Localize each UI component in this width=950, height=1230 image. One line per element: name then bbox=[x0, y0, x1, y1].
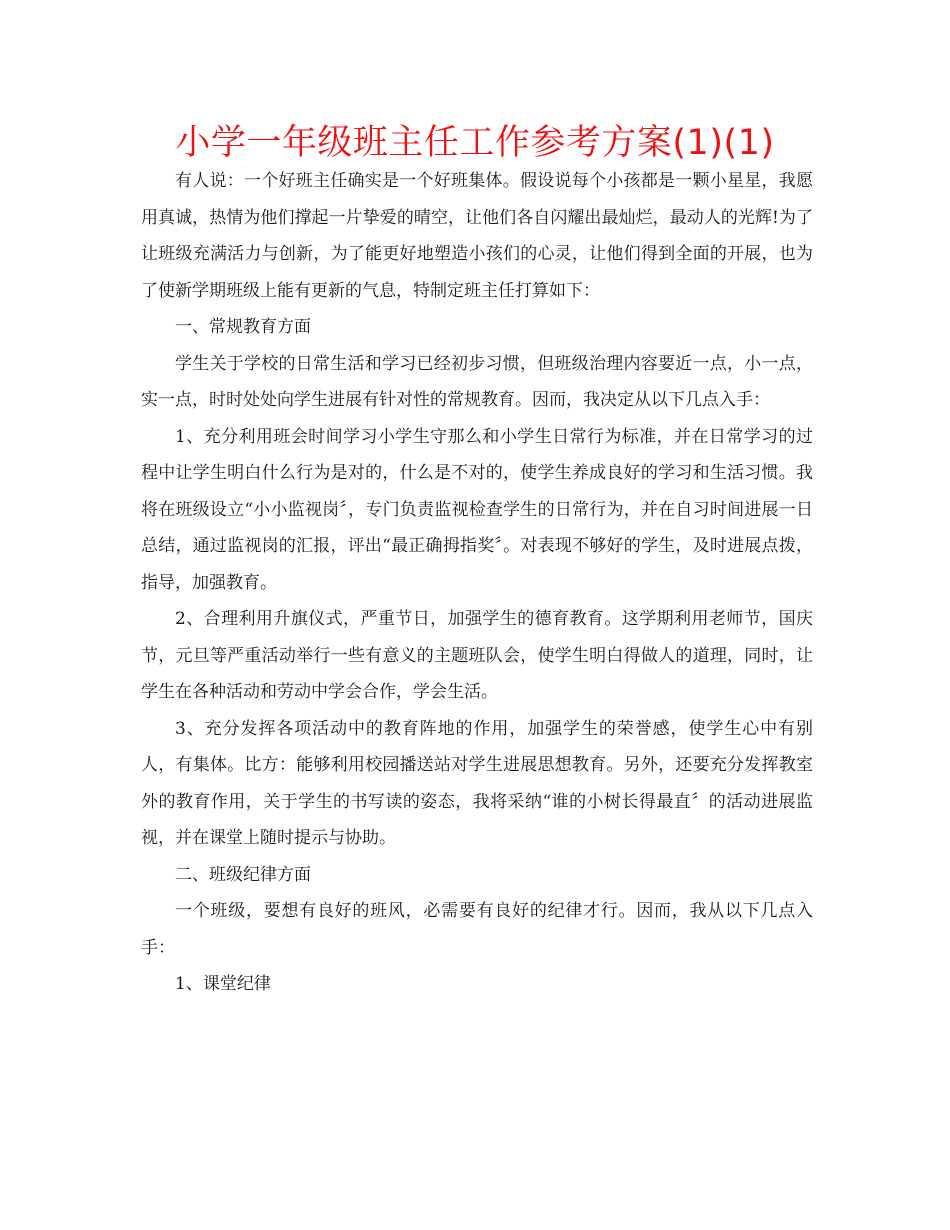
paragraph-routine-item-2: 2、合理利用升旗仪式，严重节日，加强学生的德育教育。这学期利用老师节，国庆节，元旦等严重活动举行一些有意义的主题班队会，使学生明白得做人的道理，同时，让学生在各种活动和劳动中学会合作，学会生活。 bbox=[141, 609, 813, 702]
paragraph-routine-item-3: 3、充分发挥各项活动中的教育阵地的作用，加强学生的荣誉感，使学生心中有别人，有集体。比方：能够利用校园播送站对学生进展思想教育。另外，还要充分发挥教室外的教育作用，关于学生的书写读的姿态，我将采纳“谁的小树长得最直〞的活动进展监视，并在课堂上随时提示与协助。 bbox=[141, 718, 813, 848]
section-heading-class-discipline: 二、班级纪律方面 bbox=[175, 864, 311, 885]
paragraph-discipline-overview: 一个班级，要想有良好的班风，必需要有良好的纪律才行。因而，我从以下几点入手： bbox=[141, 901, 813, 958]
section-heading-routine-education: 一、常规教育方面 bbox=[175, 317, 311, 337]
paragraph-routine-item-1: 1、充分利用班会时间学习小学生守那么和小学生日常行为标准，并在日常学习的过程中让学生明白什么行为是对的，什么是不对的，使学生养成良好的学习和生活习惯。我将在班级设立“小小监视岗〞，专门负责监视检查学生的日常行为，并在自习时间进展一日总结，通过监视岗的汇报，评出“最正确拇指奖〞。对表现不够好的学生，及时进展点拨，指导，加强教育。 bbox=[141, 426, 813, 593]
document-body bbox=[141, 163, 813, 1003]
subheading-classroom-discipline: 1、课堂纪律 bbox=[175, 974, 271, 994]
document-title: 小学一年级班主任工作参考方案(1)(1) bbox=[175, 123, 775, 163]
paragraph-intro: 有人说：一个好班主任确实是一个好班集体。假设说每个小孩都是一颗小星星，我愿用真诚，热情为他们撑起一片挚爱的晴空，让他们各自闪耀出最灿烂，最动人的光辉!为了让班级充满活力与创新，为了能更好地塑造小孩们的心灵，让他们得到全面的开展，也为了使新学期班级上能有更新的气息，特制定班主任打算如下： bbox=[141, 171, 813, 301]
paragraph-routine-overview: 学生关于学校的日常生活和学习已经初步习惯，但班级治理内容要近一点，小一点，实一点，时时处处向学生进展有针对性的常规教育。因而，我决定从以下几点入手： bbox=[141, 353, 813, 410]
